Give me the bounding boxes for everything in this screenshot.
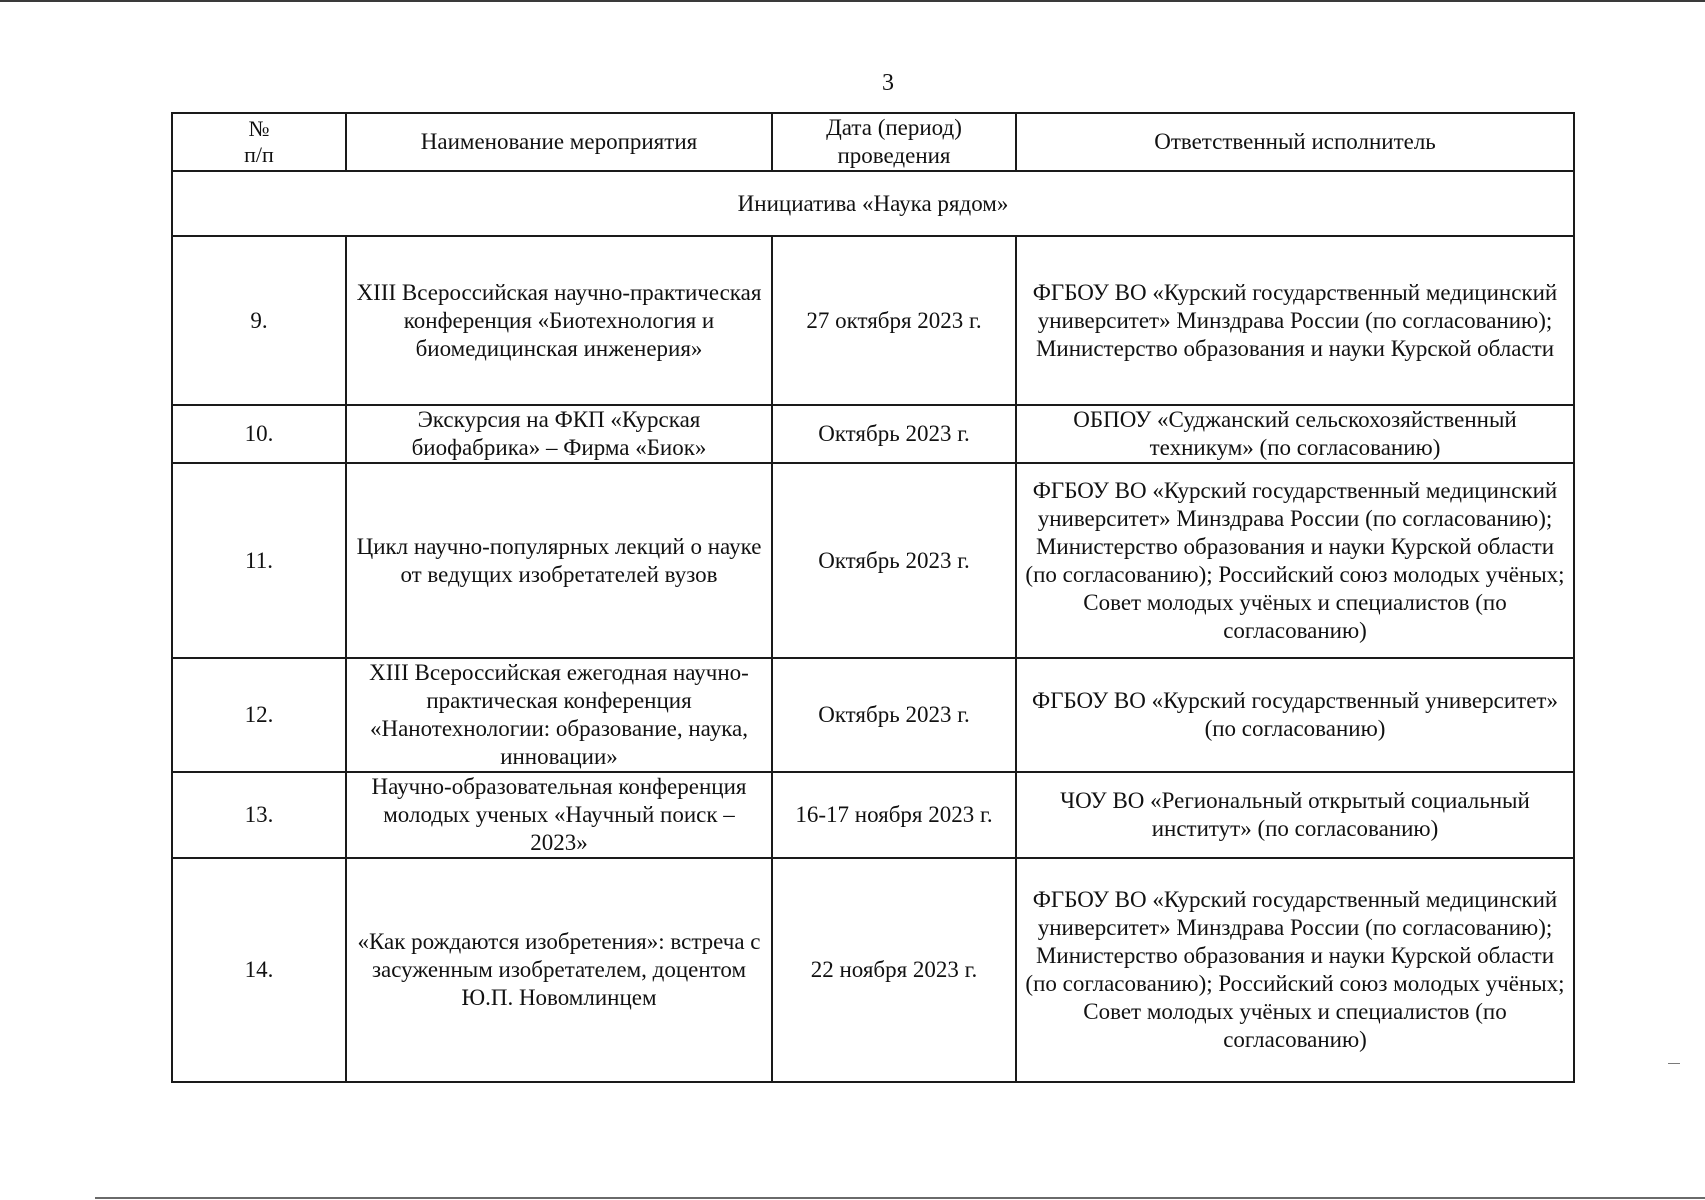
row-responsible: ФГБОУ ВО «Курский государственный университет» (по согласованию) <box>1016 658 1574 772</box>
table-row <box>172 772 1574 858</box>
row-event-name: XIII Всероссийская научно-практическая конференция «Биотехнология и биомедицинская инженерия» <box>346 236 772 405</box>
table-row <box>172 658 1574 772</box>
row-event-name: Экскурсия на ФКП «Курская биофабрика» – Фирма «Биок» <box>346 405 772 463</box>
row-date: 27 октября 2023 г. <box>772 236 1016 405</box>
row-number: 13. <box>172 772 346 858</box>
row-responsible: ЧОУ ВО «Региональный открытый социальный институт» (по согласованию) <box>1016 772 1574 858</box>
table-row <box>172 405 1574 463</box>
table-header-row <box>172 113 1574 171</box>
row-responsible: ОБПОУ «Суджанский сельскохозяйственный техникум» (по согласованию) <box>1016 405 1574 463</box>
table-row <box>172 858 1574 1082</box>
header-name-label: Наименование мероприятия <box>420 129 698 154</box>
row-event-name: Научно-образовательная конференция молодых ученых «Научный поиск – 2023» <box>346 772 772 858</box>
scan-mark <box>1668 1063 1680 1064</box>
row-number: 12. <box>172 658 346 772</box>
row-date: Октябрь 2023 г. <box>772 463 1016 658</box>
scan-edge-top <box>0 0 1705 2</box>
row-responsible: ФГБОУ ВО «Курский государственный медицинский университет» Минздрава России (по согласованию); Министерство образования и науки Курской области <box>1016 236 1574 405</box>
scan-edge-bottom <box>95 1197 1705 1199</box>
row-number: 14. <box>172 858 346 1082</box>
row-event-name: XIII Всероссийская ежегодная научно-практическая конференция «Нанотехнологии: образование, наука, инновации» <box>346 658 772 772</box>
row-date: 16-17 ноября 2023 г. <box>772 772 1016 858</box>
header-responsible <box>1016 113 1574 171</box>
section-title: Инициатива «Наука рядом» <box>172 171 1574 236</box>
page-number: 3 <box>882 70 894 96</box>
section-row <box>172 171 1574 236</box>
header-responsible-label: Ответственный исполнитель <box>1154 129 1436 154</box>
header-name <box>346 113 772 171</box>
table-row <box>172 236 1574 405</box>
row-date: Октябрь 2023 г. <box>772 658 1016 772</box>
events-table <box>171 112 1575 1083</box>
row-date: 22 ноября 2023 г. <box>772 858 1016 1082</box>
row-number: 9. <box>172 236 346 405</box>
header-date-label: Дата (период) проведения <box>826 115 962 168</box>
row-responsible: ФГБОУ ВО «Курский государственный медицинский университет» Минздрава России (по согласованию); Министерство образования и науки Курской области (по согласованию); Российский союз молодых учёных; Совет молодых учёных и специалистов (по согласованию) <box>1016 858 1574 1082</box>
header-number <box>172 113 346 171</box>
row-number: 10. <box>172 405 346 463</box>
row-number: 11. <box>172 463 346 658</box>
table-row <box>172 463 1574 658</box>
row-event-name: Цикл научно-популярных лекций о науке от ведущих изобретателей вузов <box>346 463 772 658</box>
header-date <box>772 113 1016 171</box>
header-number-label: № п/п <box>244 116 274 167</box>
row-event-name: «Как рождаются изобретения»: встреча с засуженным изобретателем, доцентом Ю.П. Новомлинцем <box>346 858 772 1082</box>
row-date: Октябрь 2023 г. <box>772 405 1016 463</box>
row-responsible: ФГБОУ ВО «Курский государственный медицинский университет» Минздрава России (по согласованию); Министерство образования и науки Курской области (по согласованию); Российский союз молодых учёных; Совет молодых учёных и специалистов (по согласованию) <box>1016 463 1574 658</box>
